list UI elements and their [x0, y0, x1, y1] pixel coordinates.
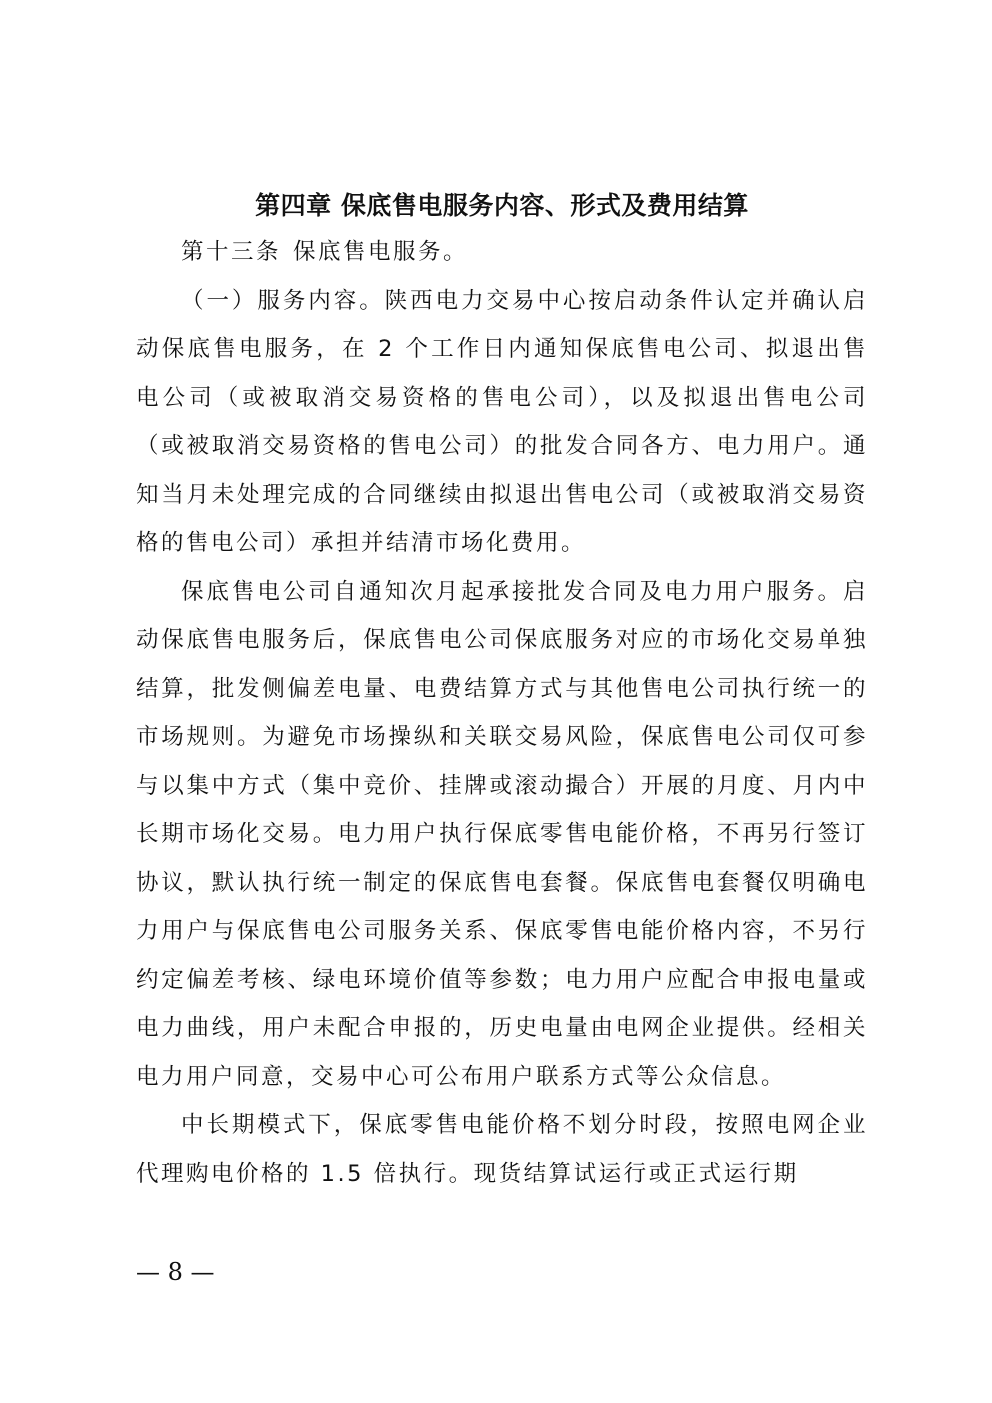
paragraph-service-content: （一）服务内容。陕西电力交易中心按启动条件认定并确认启动保底售电服务，在 2 个工作日内通知保底售电公司、拟退出售电公司（或被取消交易资格的售电公司），以及拟退出售电公司（或被取消交易资格的售电公司）的批发合同各方、电力用户。通知当月未处理完成的合同继续由拟退出售电公司（或被取消交易资格的售电公司）承担并结清市场化费用。 [136, 287, 868, 556]
article-number: 第十三条 [181, 239, 282, 265]
article-heading [136, 228, 868, 277]
page-number: — 8 — [136, 1258, 215, 1286]
paragraph-service-provider: 保底售电公司自通知次月起承接批发合同及电力用户服务。启动保底售电服务后，保底售电公司保底服务对应的市场化交易单独结算，批发侧偏差电量、电费结算方式与其他售电公司执行统一的市场规则。为避免市场操纵和关联交易风险，保底售电公司仅可参与以集中方式（集中竞价、挂牌或滚动撮合）开展的月度、月内中长期市场化交易。电力用户执行保底零售电能价格，不再另行签订协议，默认执行统一制定的保底售电套餐。保底售电套餐仅明确电力用户与保底售电公司服务关系、保底零售电能价格内容，不另行约定偏差考核、绿电环境价值等参数；电力用户应配合申报电量或电力曲线，用户未配合申报的，历史电量由电网企业提供。经相关电力用户同意，交易中心可公布用户联系方式等公众信息。 [136, 578, 868, 1090]
paragraph-pricing: 中长期模式下，保底零售电能价格不划分时段，按照电网企业代理购电价格的 1.5 倍执行。现货结算试运行或正式运行期 [136, 1112, 868, 1187]
document-body [136, 183, 868, 1198]
article-title: 保底售电服务。 [293, 239, 469, 265]
chapter-title: 第四章 保底售电服务内容、形式及费用结算 [255, 191, 749, 220]
